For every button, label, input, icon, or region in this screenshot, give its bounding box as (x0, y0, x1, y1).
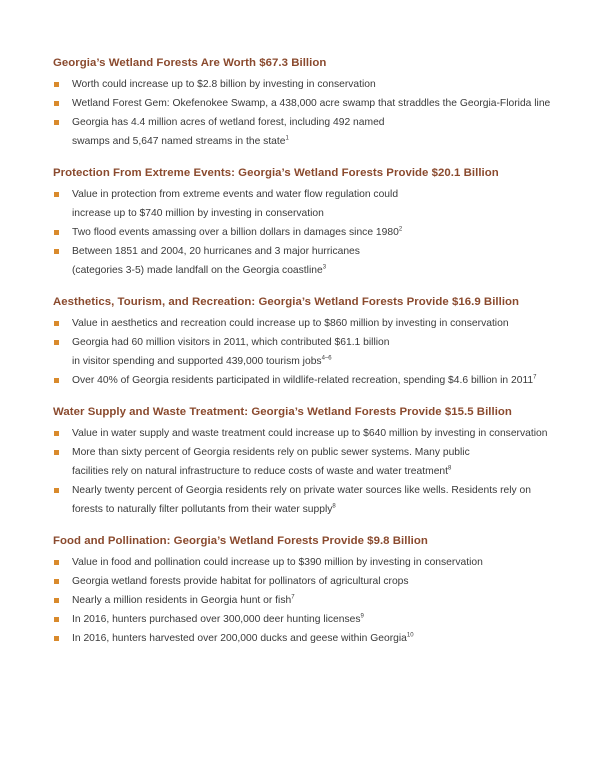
bullet-item (53, 553, 560, 572)
bullet-text: Two flood events amassing over a billion dollars in damages since 1980$^2$ (72, 226, 403, 238)
square-bullet-icon (54, 82, 59, 87)
square-bullet-icon (54, 192, 59, 197)
bullet-text-continued: in visitor spending and supported 439,000 tourism jobs$^{4-6}$ (72, 355, 332, 367)
bullet-item (53, 610, 560, 629)
footnote-reference: 8 (448, 465, 452, 472)
bullet-item (53, 572, 560, 591)
section (53, 535, 560, 648)
bullet-text: Georgia has 4.4 million acres of wetland forest, including 492 named (72, 117, 385, 128)
bullet-text-continued: swamps and 5,647 named streams in the state$^1$ (72, 135, 289, 147)
bullet-text: Nearly a million residents in Georgia hunt or fish$^7$ (72, 594, 295, 606)
bullet-item (53, 481, 560, 519)
square-bullet-icon (54, 340, 59, 345)
bullet-text: Value in aesthetics and recreation could increase up to $860 million by investing in conservation (72, 318, 509, 329)
square-bullet-icon (54, 579, 59, 584)
bullet-text: Value in water supply and waste treatment could increase up to $640 million by investing in conservation (72, 428, 548, 439)
footnote-reference: 7 (291, 594, 295, 601)
bullet-text: Nearly twenty percent of Georgia residents rely on private water sources like wells. Residents rely on (72, 485, 531, 496)
section-heading: Protection From Extreme Events: Georgia’s Wetland Forests Provide $20.1 Billion (53, 167, 499, 179)
bullet-list (53, 75, 560, 151)
bullet-item (53, 314, 560, 333)
footnote-reference: 3 (322, 264, 327, 271)
footnote-reference: 4–6 (321, 355, 332, 362)
bullet-item (53, 443, 560, 481)
bullet-list (53, 185, 560, 280)
bullet-text-continued: facilities rely on natural infrastructure to reduce costs of waste and water treatment$^8$ (72, 465, 452, 477)
square-bullet-icon (54, 560, 59, 565)
bullet-item (53, 113, 560, 151)
bullet-item (53, 242, 560, 280)
bullet-text: Value in protection from extreme events and water flow regulation could (72, 189, 399, 200)
square-bullet-icon (54, 321, 59, 326)
bullet-text: Georgia had 60 million visitors in 2011, which contributed $61.1 billion (72, 337, 390, 348)
bullet-item (53, 629, 560, 648)
bullet-text: More than sixty percent of Georgia residents rely on public sewer systems. Many public (72, 447, 470, 458)
bullet-list (53, 553, 560, 648)
bullet-item (53, 591, 560, 610)
section-heading: Food and Pollination: Georgia’s Wetland Forests Provide $9.8 Billion (53, 535, 428, 547)
square-bullet-icon (54, 431, 59, 436)
square-bullet-icon (54, 598, 59, 603)
sections-container (53, 57, 560, 648)
square-bullet-icon (54, 249, 59, 254)
footnote-reference: 7 (533, 374, 537, 381)
section (53, 167, 560, 280)
bullet-text-continued: (categories 3-5) made landfall on the Georgia coastline$^3$ (72, 264, 327, 276)
square-bullet-icon (54, 378, 59, 383)
bullet-text: Between 1851 and 2004, 20 hurricanes and 3 major hurricanes (72, 246, 360, 257)
bullet-item (53, 424, 560, 443)
footnote-reference: 9 (360, 613, 364, 620)
bullet-list (53, 314, 560, 390)
footnote-reference: 2 (398, 226, 403, 233)
footnote-reference: 1 (285, 135, 289, 142)
footnote-reference: 10 (406, 632, 414, 639)
bullet-text: Value in food and pollination could increase up to $390 million by investing in conservation (72, 557, 483, 568)
square-bullet-icon (54, 120, 59, 125)
square-bullet-icon (54, 101, 59, 106)
bullet-item (53, 333, 560, 371)
square-bullet-icon (54, 488, 59, 493)
bullet-text: In 2016, hunters harvested over 200,000 ducks and geese within Georgia$^{10}$ (72, 632, 414, 644)
section-heading: Georgia’s Wetland Forests Are Worth $67.3 Billion (53, 57, 327, 69)
bullet-item (53, 94, 560, 113)
bullet-text: Worth could increase up to $2.8 billion by investing in conservation (72, 79, 376, 90)
bullet-text: Wetland Forest Gem: Okefenokee Swamp, a 438,000 acre swamp that straddles the Georgia-Florida line (72, 98, 551, 109)
footnote-reference: 8 (332, 503, 336, 510)
bullet-item (53, 371, 560, 390)
square-bullet-icon (54, 617, 59, 622)
square-bullet-icon (54, 636, 59, 641)
bullet-item (53, 223, 560, 242)
section-heading: Water Supply and Waste Treatment: Georgia’s Wetland Forests Provide $15.5 Billion (53, 406, 512, 418)
bullet-text: Over 40% of Georgia residents participated in wildlife-related recreation, spending $4.6 billion in 2011$^7$ (72, 374, 537, 386)
square-bullet-icon (54, 230, 59, 235)
section (53, 57, 560, 151)
bullet-text-continued: increase up to $740 million by investing in conservation (72, 208, 324, 219)
bullet-text-continued: forests to naturally filter pollutants from their water supply$^8$ (72, 503, 336, 515)
bullet-item (53, 75, 560, 94)
bullet-item (53, 185, 560, 223)
bullet-text: Georgia wetland forests provide habitat for pollinators of agricultural crops (72, 576, 409, 587)
square-bullet-icon (54, 450, 59, 455)
section (53, 296, 560, 390)
bullet-list (53, 424, 560, 519)
section (53, 406, 560, 519)
bullet-text: In 2016, hunters purchased over 300,000 deer hunting licenses$^9$ (72, 613, 364, 625)
section-heading: Aesthetics, Tourism, and Recreation: Georgia’s Wetland Forests Provide $16.9 Billion (53, 296, 520, 308)
